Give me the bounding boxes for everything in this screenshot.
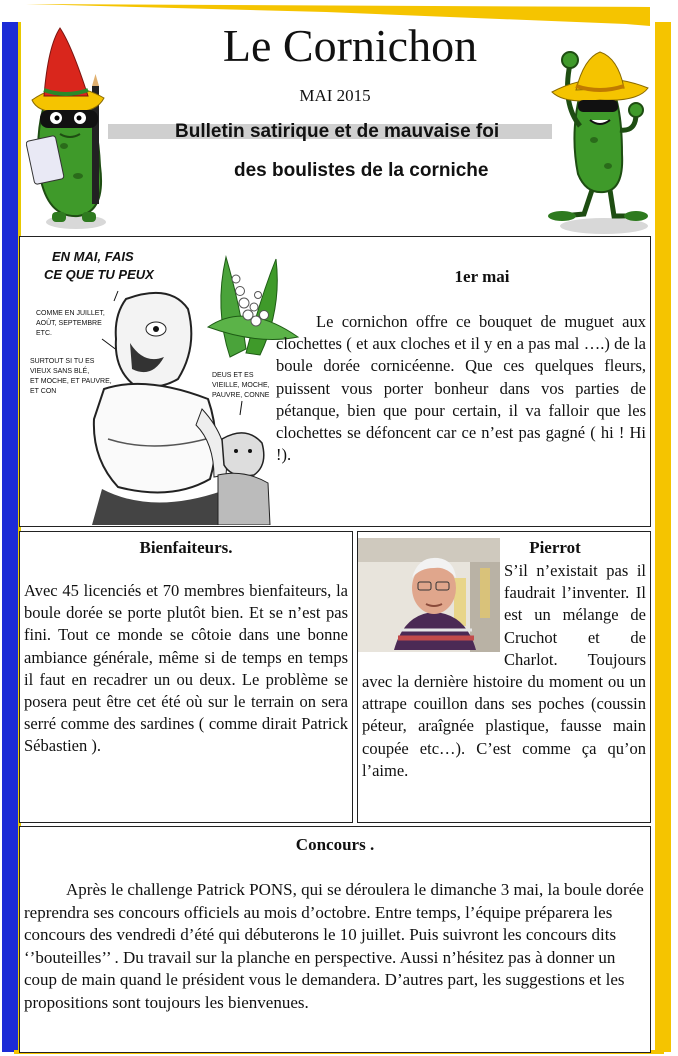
- article-pierrot-title: Pierrot: [529, 538, 581, 557]
- article-bienfaiteurs-text: Avec 45 licenciés et 70 membres bienfaiteurs, la boule dorée se porte plutôt bien. Et se n’est pas fini. Tout ce monde se côtoie dans une bonne ambiance générale, même si de temps en temps il faut en recadrer un ou deux. Le problème se posera peut être cet été où sur le terrain on sera serré comme des sardines ( comme dirait Patrick Sébastien ).: [24, 581, 348, 756]
- bubble-left-1-line-2: AOÛT, SEPTEMBRE: [36, 320, 102, 327]
- cartoon-caption-line-2: CE QUE TU PEUX: [44, 267, 154, 282]
- bubble-left-2-line-1: SURTOUT SI TU ES: [30, 358, 95, 365]
- tagline-line-2: des boulistes de la corniche: [234, 160, 489, 181]
- left-blue-bar: [2, 22, 18, 1052]
- bubble-left-2-line-2: VIEUX SANS BLÉ,: [30, 368, 90, 375]
- bubble-left-1-line-3: ETC.: [36, 330, 52, 337]
- newsletter-title: Le Cornichon: [222, 20, 478, 71]
- article-concours-text: Après le challenge Patrick PONS, qui se déroulera le dimanche 3 mai, la boule dorée reprendra ses concours officiels au mois d’octobre. Entre temps, l’équipe préparera les concours des vendredi d’été qui débuterons le 10 juillet. Puis suivront les concours dits ‘’bouteilles’’ . Du travail sur la planche en perspective. Aussi n’hésitez pas à donner un coup de main quand le président vous le demandera. D’autres part, les suggestions et les propositions sont toujours les bienvenues.: [24, 880, 644, 1012]
- bubble-left-2-line-4: ET CON: [30, 388, 57, 395]
- bubble-left-2-line-3: ET MOCHE, ET PAUVRE,: [30, 378, 112, 385]
- bubble-right-line-2: VIEILLE, MOCHE,: [212, 382, 270, 389]
- article-1er-mai-text: Le cornichon offre ce bouquet de muguet aux clochettes ( et aux cloches et il y en a pas mal ….) de la boule dorée cornicéenne. Que ces quelques fleurs, puissent vous porter bonheur dans vos parties de pétanque, bien que pour certain, il va falloir que les clochettes se défoncent car ce n’est pas gagné ( hi ! Hi !).: [276, 312, 646, 465]
- bubble-right-line-1: DEUS ET ES: [212, 372, 254, 379]
- cartoon-caption-line-1: EN MAI, FAIS: [52, 249, 134, 264]
- article-pierrot-paragraph: S’il n’existait pas il faudrait l’inventer. Il est un mélange de Cruchot et de Charlot. Toujours avec la dernière histoire du moment ou un attrape couillon dans ses poches (coussin péteur, araîgnée plastique, fausse main coupée etc…). C’est comme ça qu’on l’aime.: [362, 561, 646, 780]
- article-pierrot-text: [362, 560, 646, 782]
- article-concours: [19, 826, 651, 1053]
- article-pierrot: [357, 531, 651, 823]
- pickle-mascot-sombrero-icon: [26, 26, 110, 232]
- article-bienfaiteurs: [19, 531, 353, 823]
- article-1er-mai: [19, 236, 651, 527]
- article-1er-mai-title: 1er mai: [454, 267, 510, 286]
- tagline-line-1: Bulletin satirique et de mauvaise foi: [175, 121, 500, 142]
- bubble-right-line-3: PAUVRE, CONNE: [212, 392, 270, 399]
- bubble-left-1-line-1: COMME EN JUILLET,: [36, 310, 105, 317]
- article-concours-title: Concours .: [295, 835, 375, 854]
- issue-date: MAI 2015: [299, 86, 371, 105]
- pickle-mascot-sunglasses-icon: [548, 44, 650, 236]
- article-bienfaiteurs-title: Bienfaiteurs.: [139, 538, 233, 557]
- right-yellow-bar: [655, 22, 671, 1052]
